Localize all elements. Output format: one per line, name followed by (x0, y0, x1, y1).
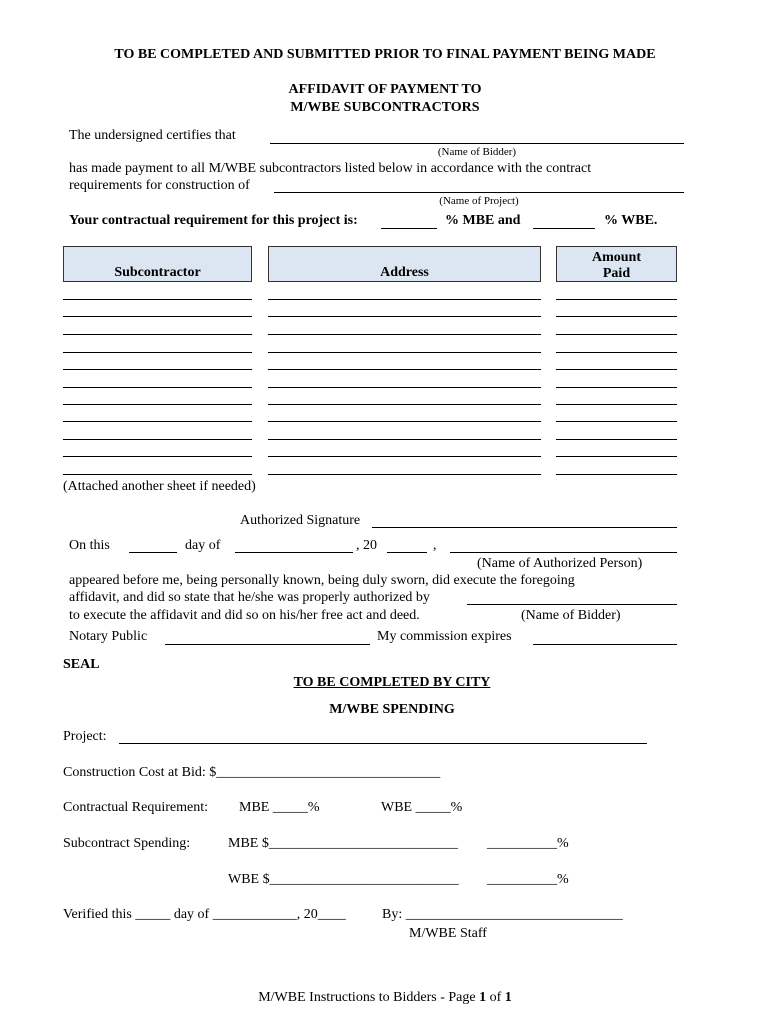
table-row-line[interactable] (268, 404, 541, 405)
comma: , (433, 538, 437, 553)
authorized-signature-field[interactable] (372, 527, 677, 528)
mbe-percent-field[interactable] (381, 228, 437, 229)
certify-requirements: requirements for construction of (69, 178, 250, 193)
spending-mbe-pct: __________% (487, 836, 569, 851)
column-header-amount-paid: Amount Paid (556, 246, 677, 282)
notary-field[interactable] (165, 644, 370, 645)
table-row-line[interactable] (556, 369, 677, 370)
construction-cost: Construction Cost at Bid: $________________________________ (63, 765, 441, 780)
seal-label: SEAL (63, 657, 100, 672)
commission-field[interactable] (533, 644, 677, 645)
table-row-line[interactable] (63, 334, 252, 335)
year-field[interactable] (387, 552, 427, 553)
month-field[interactable] (235, 552, 353, 553)
table-row-line[interactable] (268, 456, 541, 457)
table-row-line[interactable] (63, 316, 252, 317)
table-row-line[interactable] (63, 456, 252, 457)
table-row-line[interactable] (268, 369, 541, 370)
project-caption: (Name of Project) (439, 195, 519, 207)
project-label: Project: (63, 729, 107, 744)
table-row-line[interactable] (556, 421, 677, 422)
table-row-line[interactable] (556, 474, 677, 475)
table-row-line[interactable] (63, 421, 252, 422)
authorized-person-caption: (Name of Authorized Person) (477, 556, 643, 571)
table-row-line[interactable] (63, 404, 252, 405)
table-row-line[interactable] (268, 474, 541, 475)
verified-line: Verified this _____ day of ____________, 20____ (63, 907, 346, 922)
form-notice: TO BE COMPLETED AND SUBMITTED PRIOR TO FINAL PAYMENT BEING MADE (114, 47, 656, 62)
requirement-mbe: % MBE and (445, 213, 521, 228)
day-of-label: day of (185, 538, 221, 553)
table-row-line[interactable] (63, 387, 252, 388)
affidavit-line3: to execute the affidavit and did so on his/her free act and deed. (69, 608, 420, 623)
by-line: By: _______________________________ (382, 907, 623, 922)
page-footer: M/WBE Instructions to Bidders - Page 1 of 1 (258, 990, 512, 1005)
requirement-label: Your contractual requirement for this project is: (69, 213, 358, 228)
table-row-line[interactable] (268, 421, 541, 422)
table-row-line[interactable] (556, 404, 677, 405)
on-this-label: On this (69, 538, 110, 553)
table-row-line[interactable] (556, 352, 677, 353)
form-title-line1: AFFIDAVIT OF PAYMENT TO (288, 82, 482, 97)
spending-mbe: MBE $___________________________ (228, 836, 458, 851)
authorized-person-field[interactable] (450, 552, 677, 553)
authorized-signature-label: Authorized Signature (240, 513, 361, 528)
city-heading: TO BE COMPLETED BY CITY (293, 675, 491, 690)
table-row-line[interactable] (63, 299, 252, 300)
year-label: , 20 (356, 538, 377, 553)
table-row-line[interactable] (556, 316, 677, 317)
attach-note: (Attached another sheet if needed) (63, 479, 256, 494)
contractual-wbe: WBE _____% (381, 800, 463, 815)
requirement-wbe: % WBE. (604, 213, 658, 228)
contractual-label: Contractual Requirement: (63, 800, 209, 815)
table-row-line[interactable] (556, 334, 677, 335)
table-row-line[interactable] (556, 387, 677, 388)
table-row-line[interactable] (63, 474, 252, 475)
project-name-field[interactable] (274, 192, 684, 193)
contractual-mbe: MBE _____% (239, 800, 320, 815)
table-row-line[interactable] (63, 352, 252, 353)
table-row-line[interactable] (268, 299, 541, 300)
spending-wbe-pct: __________% (487, 872, 569, 887)
table-row-line[interactable] (556, 456, 677, 457)
table-row-line[interactable] (556, 439, 677, 440)
spending-label: Subcontract Spending: (63, 836, 191, 851)
bidder-name-field[interactable] (270, 143, 684, 144)
bidder-name-field-2[interactable] (467, 604, 677, 605)
certify-statement: has made payment to all M/WBE subcontractors listed below in accordance with the contract (69, 161, 592, 176)
day-field[interactable] (129, 552, 177, 553)
table-row-line[interactable] (268, 439, 541, 440)
project-field[interactable] (119, 743, 647, 744)
bidder-caption-2: (Name of Bidder) (521, 608, 621, 623)
table-row-line[interactable] (63, 439, 252, 440)
bidder-caption: (Name of Bidder) (437, 146, 517, 158)
certify-intro: The undersigned certifies that (69, 128, 236, 143)
city-subheading: M/WBE SPENDING (329, 702, 455, 717)
affidavit-line1: appeared before me, being personally known, being duly sworn, did execute the foregoing (69, 573, 575, 588)
affidavit-line2: affidavit, and did so state that he/she was properly authorized by (69, 590, 430, 605)
form-title-line2: M/WBE SUBCONTRACTORS (290, 100, 480, 115)
table-row-line[interactable] (556, 299, 677, 300)
wbe-percent-field[interactable] (533, 228, 595, 229)
spending-wbe: WBE $___________________________ (228, 872, 459, 887)
column-header-subcontractor: Subcontractor (63, 246, 252, 282)
table-row-line[interactable] (268, 352, 541, 353)
table-row-line[interactable] (268, 316, 541, 317)
staff-caption: M/WBE Staff (409, 926, 487, 941)
column-header-address: Address (268, 246, 541, 282)
table-row-line[interactable] (63, 369, 252, 370)
notary-label: Notary Public (69, 629, 148, 644)
table-row-line[interactable] (268, 387, 541, 388)
table-row-line[interactable] (268, 334, 541, 335)
commission-label: My commission expires (377, 629, 512, 644)
